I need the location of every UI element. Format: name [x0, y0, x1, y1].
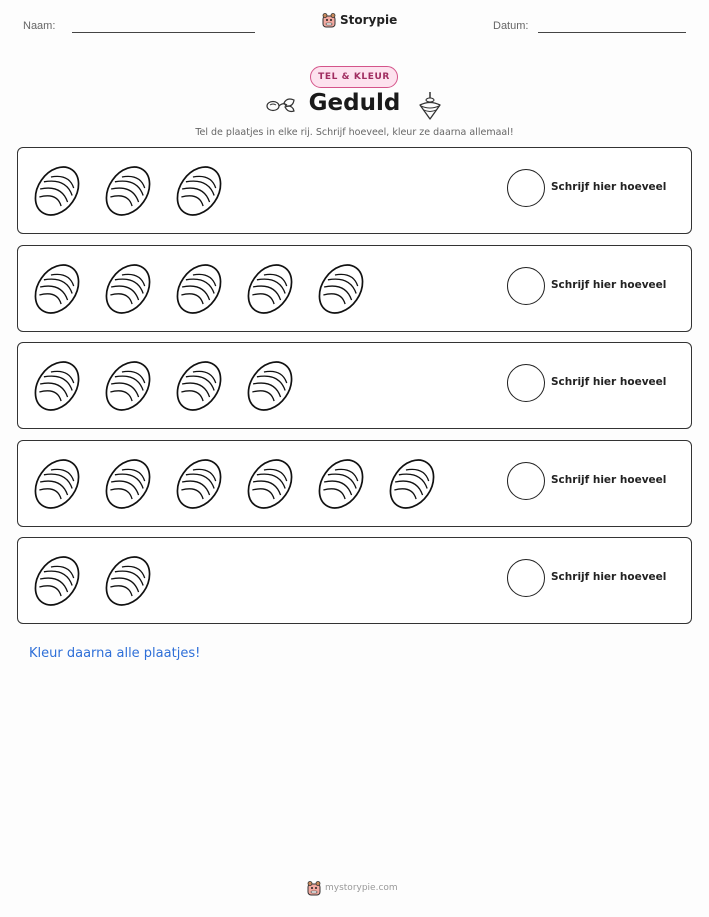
brand	[322, 12, 397, 28]
storypie-bear-icon	[307, 880, 321, 896]
answer-circle[interactable]	[507, 267, 545, 305]
answer-label: Schrijf hier hoeveel	[551, 181, 667, 193]
page-title: Geduld	[308, 90, 401, 116]
brand-name: Storypie	[340, 13, 398, 27]
date-label: Datum:	[493, 20, 529, 32]
seed-icon[interactable]	[242, 259, 313, 319]
seed-icon[interactable]	[100, 551, 171, 611]
answer-label: Schrijf hier hoeveel	[551, 376, 667, 388]
storypie-bear-icon	[322, 12, 336, 28]
spinning-top-icon	[417, 91, 443, 121]
footer	[307, 880, 398, 896]
instruction-text: Tel de plaatjes in elke rij. Schrijf hoeveel, kleur ze daarna allemaal!	[195, 127, 514, 138]
seed-icon[interactable]	[29, 356, 100, 416]
answer-label: Schrijf hier hoeveel	[551, 473, 667, 486]
seed-icon[interactable]	[313, 454, 384, 514]
seed-icon[interactable]	[100, 454, 171, 514]
answer-label: Schrijf hier hoeveel	[551, 571, 667, 583]
counting-row	[17, 245, 692, 332]
item-group	[29, 356, 313, 416]
seed-icon[interactable]	[29, 259, 100, 319]
answer-circle[interactable]	[507, 169, 545, 207]
answer-circle[interactable]	[507, 364, 545, 402]
item-group	[29, 161, 242, 221]
seed-icon[interactable]	[384, 454, 455, 514]
seed-icon[interactable]	[242, 454, 313, 514]
seed-icon[interactable]	[171, 356, 242, 416]
counting-row	[17, 537, 692, 624]
seed-icon[interactable]	[29, 454, 100, 514]
counting-row	[17, 147, 692, 234]
item-group	[29, 551, 171, 611]
date-field[interactable]	[538, 32, 686, 33]
name-label: Naam:	[23, 20, 56, 32]
seed-icon[interactable]	[171, 259, 242, 319]
item-group	[29, 259, 384, 319]
seed-icon[interactable]	[29, 161, 100, 221]
item-group	[29, 454, 455, 514]
color-hint: Kleur daarna alle plaatjes!	[29, 646, 201, 661]
seed-icon[interactable]	[242, 356, 313, 416]
seed-icon[interactable]	[100, 161, 171, 221]
seed-icon[interactable]	[171, 161, 242, 221]
answer-circle[interactable]	[507, 559, 545, 597]
name-field[interactable]	[72, 32, 255, 33]
counting-row	[17, 440, 692, 527]
seed-icon[interactable]	[100, 259, 171, 319]
seed-icon[interactable]	[171, 454, 242, 514]
activity-badge: TEL & KLEUR	[310, 66, 398, 88]
seed-icon[interactable]	[313, 259, 384, 319]
answer-circle[interactable]	[507, 462, 545, 500]
page-header	[0, 0, 709, 50]
answer-label: Schrijf hier hoeveel	[551, 278, 667, 291]
counting-row	[17, 342, 692, 429]
seed-icon[interactable]	[29, 551, 100, 611]
seed-icon[interactable]	[100, 356, 171, 416]
footer-url: mystorypie.com	[325, 883, 398, 893]
